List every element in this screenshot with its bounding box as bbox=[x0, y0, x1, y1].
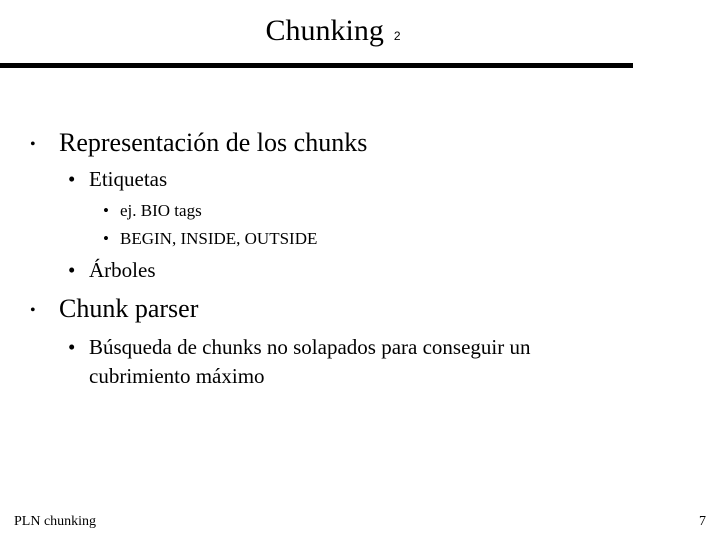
bullet-text: Árboles bbox=[89, 258, 156, 282]
title-rule bbox=[0, 63, 633, 68]
bullet-symbol: • bbox=[30, 302, 36, 319]
bullet-symbol: • bbox=[103, 229, 109, 248]
bullet-text-line-1: Búsqueda de chunks no solapados para conseguir un bbox=[89, 335, 531, 359]
bullet-text: Etiquetas bbox=[89, 167, 168, 191]
bullet-symbol: • bbox=[103, 201, 109, 220]
bullet-symbol: • bbox=[68, 335, 76, 359]
bullet-text-line-2: cubrimiento máximo bbox=[89, 364, 265, 388]
title-text: Chunking bbox=[265, 14, 384, 47]
bullet-symbol: • bbox=[30, 136, 36, 153]
slide-title bbox=[0, 14, 666, 48]
page-number: 7 bbox=[699, 514, 706, 529]
bullet-symbol: • bbox=[68, 258, 76, 282]
bullet-symbol: • bbox=[68, 167, 76, 191]
title-suffix: 2 bbox=[393, 29, 401, 43]
footer-label: PLN chunking bbox=[14, 514, 97, 529]
bullet-text: ej. BIO tags bbox=[120, 201, 202, 220]
bullet-text: BEGIN, INSIDE, OUTSIDE bbox=[120, 229, 318, 248]
bullet-text: Representación de los chunks bbox=[59, 128, 368, 157]
bullet-text: Chunk parser bbox=[59, 294, 199, 323]
